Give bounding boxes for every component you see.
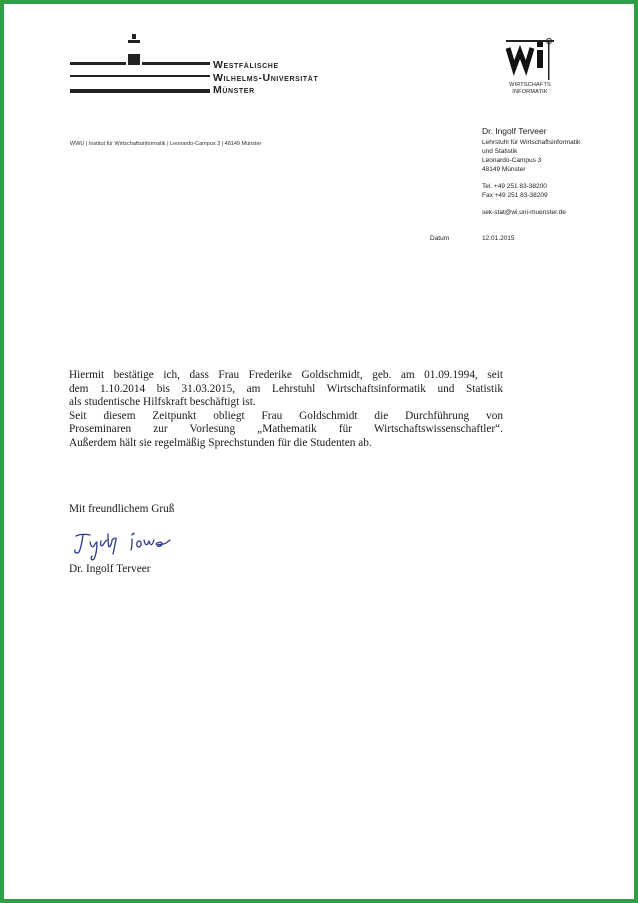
letter-body: [69, 369, 503, 451]
university-name: [213, 59, 318, 97]
contact-phone: Tel. +49 251 83-38200: [482, 183, 547, 190]
contact-department: und Statistik: [482, 148, 518, 155]
wi-logo-text: [500, 82, 560, 96]
university-name-line: Münster: [213, 84, 255, 96]
contact-email: sek-stat@wi.uni-muenster.de: [482, 209, 566, 216]
sender-address-line: WWU | Institut für Wirtschaftsinformatik | Leonardo-Campus 3 | 48149 Münster: [70, 141, 262, 147]
contact-fax: Fax +49 251 83-38209: [482, 192, 548, 199]
contact-city: 48149 Münster: [482, 166, 526, 173]
date-value: 12.01.2015: [482, 235, 515, 242]
contact-street: Leonardo-Campus 3: [482, 157, 542, 164]
university-name-line: Westfälische: [213, 59, 279, 71]
body-line: Seit diesem Zeitpunkt obliegt Frau Goldschmidt die Durchführung von: [69, 409, 503, 422]
university-logo: [70, 34, 350, 104]
wi-logo: [500, 38, 560, 100]
contact-department: Lehrstuhl für Wirtschaftsinformatik: [482, 139, 581, 146]
signer-name: Dr. Ingolf Terveer: [69, 563, 151, 575]
wi-logo-text-line: INFORMATIK: [512, 89, 548, 95]
closing-salutation: Mit freundlichem Gruß: [69, 503, 175, 515]
wi-logo-text-line: WIRTSCHAFTS: [509, 82, 551, 88]
body-line: als studentische Hilfskraft beschäftigt ist.: [69, 396, 256, 409]
body-line: Außerdem hält sie regelmäßig Sprechstunden für die Studenten ab.: [69, 436, 372, 449]
body-line: dem 1.10.2014 bis 31.03.2015, am Lehrstuhl Wirtschaftsinformatik und Statistik: [69, 382, 503, 395]
university-emblem-icon: [70, 34, 210, 104]
body-line: Hiermit bestätige ich, dass Frau Frederike Goldschmidt, geb. am 01.09.1994, seit: [69, 369, 503, 381]
date-label: Datum: [430, 235, 450, 242]
contact-block: [482, 126, 632, 217]
handwritten-signature: [70, 528, 200, 562]
contact-name: Dr. Ingolf Terveer: [482, 126, 547, 136]
body-line: Proseminaren zur Vorlesung „Mathematik für Wirtschaftswissenschaftler“.: [69, 423, 503, 436]
university-name-line: Wilhelms-Universität: [213, 71, 319, 84]
wi-logo-icon: [504, 38, 556, 80]
